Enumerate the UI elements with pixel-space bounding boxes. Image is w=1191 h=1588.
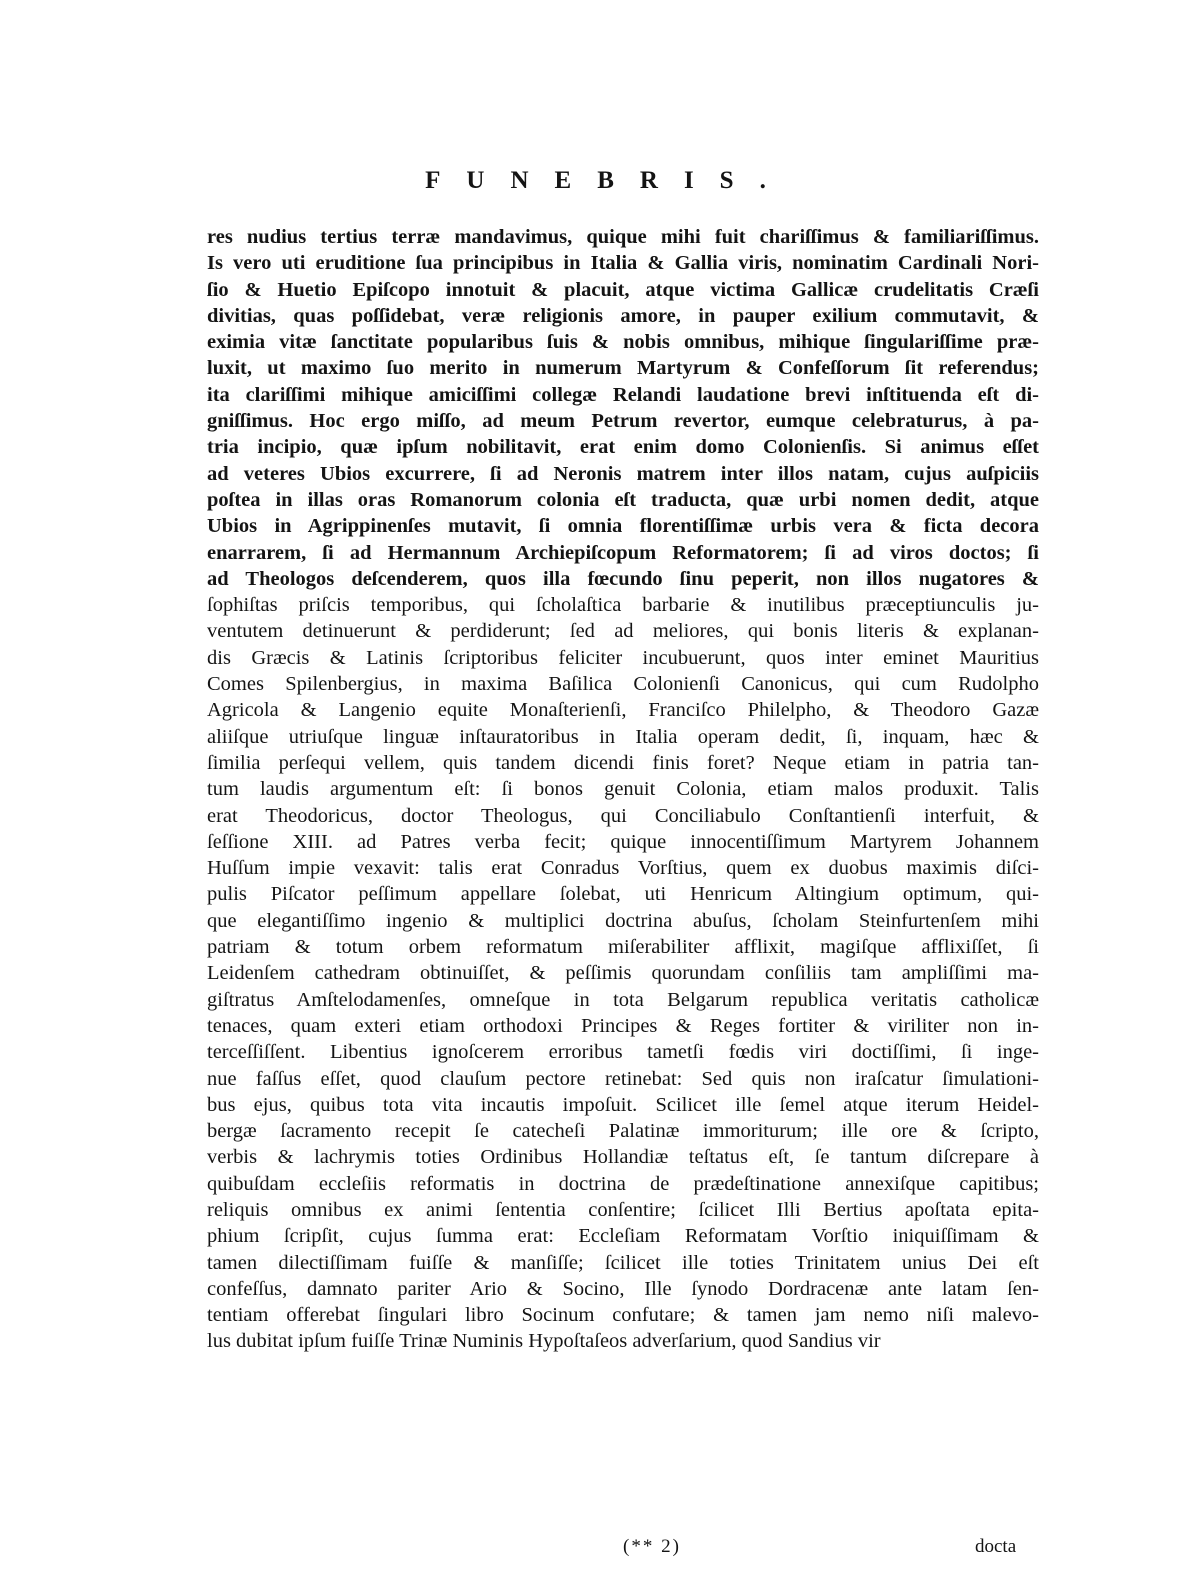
text-line: Agricola & Langenio equite Monaſterienſi, Franciſco Philelpho, & Theodoro Gazæ: [207, 699, 1039, 722]
text-line: que elegantiſſimo ingenio & multiplici doctrina abuſus, ſcholam Steinfurtenſem mihi: [207, 909, 1039, 932]
text-line: pulis Piſcator peſſimum appellare ſolebat, uti Henricum Altingium optimum, qui-: [207, 883, 1039, 906]
text-line: reliquis omnibus ex animi ſententia conſentire; ſcilicet Illi Bertius apoſtata epita-: [207, 1198, 1039, 1221]
text-line: ad Theologos deſcenderem, quos illa fœcundo ſinu peperit, non illos nugatores &: [207, 567, 1039, 590]
text-line: giſtratus Amſtelodamenſes, omneſque in tota Belgarum republica veritatis catholicæ: [207, 988, 1039, 1011]
text-line: Huſſum impie vexavit: talis erat Conradus Vorſtius, quem ex duobus maximis diſci-: [207, 857, 1039, 880]
text-line: Leidenſem cathedram obtinuiſſet, & peſſimis quorundam conſiliis tam ampliſſimi ma-: [207, 962, 1039, 985]
text-line: ſimilia perſequi vellem, quis tandem dicendi finis foret? Neque etiam in patria tan-: [207, 751, 1039, 774]
text-line: luxit, ut maximo ſuo merito in numerum Martyrum & Confeſſorum ſit referendus;: [207, 357, 1039, 380]
text-line: nue faſſus eſſet, quod clauſum pectore retinebat: Sed quis non iraſcatur ſimulationi-: [207, 1067, 1039, 1090]
catchword: docta: [975, 1536, 1017, 1557]
text-line: ſophiſtas priſcis temporibus, qui ſcholaſtica barbarie & inutilibus præceptiunculis ju-: [207, 594, 1039, 617]
text-line: tria incipio, quæ ipſum nobilitavit, erat enim domo Colonienſis. Si animus eſſet: [207, 436, 1039, 459]
running-head: FUNEBRIS.: [425, 167, 792, 194]
text-line: enarrarem, ſi ad Hermannum Archiepiſcopum Reformatorem; ſi ad viros doctos; ſi: [207, 541, 1039, 564]
text-line: dis Græcis & Latinis ſcriptoribus feliciter incubuerunt, quos inter eminet Mauritius: [207, 646, 1039, 669]
signature-mark: (** 2): [623, 1536, 681, 1557]
text-line: Is vero uti eruditione ſua principibus in Italia & Gallia viris, nominatim Cardinali Nori-: [207, 252, 1039, 275]
text-line: phium ſcripſit, cujus ſumma erat: Eccleſiam Reformatam Vorſtio iniquiſſimam &: [207, 1225, 1039, 1248]
text-line: aliiſque utriuſque linguæ inſtauratoribus in Italia operam dedit, ſi, inquam, hæc &: [207, 725, 1039, 748]
text-line: gniſſimus. Hoc ergo miſſo, ad meum Petrum revertor, eumque celebraturus, à pa-: [207, 410, 1039, 433]
text-line: divitias, quas poſſidebat, veræ religionis amore, in pauper exilium commutavit, &: [207, 304, 1039, 327]
text-line: tamen dilectiſſimam fuiſſe & manſiſſe; ſcilicet ille toties Trinitatem unius Dei eſt: [207, 1251, 1039, 1274]
text-line: ventutem detinuerunt & perdiderunt; ſed ad meliores, qui bonis literis & explanan-: [207, 620, 1039, 643]
text-line: confeſſus, damnato pariter Ario & Socino, Ille ſynodo Dordracenæ ante latam ſen-: [207, 1277, 1039, 1300]
text-line: patriam & totum orbem reformatum miſerabiliter afflixit, magiſque afflixiſſet, ſi: [207, 936, 1039, 959]
text-line: res nudius tertius terræ mandavimus, quique mihi fuit chariſſimus & familiariſſimus.: [207, 226, 1039, 248]
text-line: terceſſiſſent. Libentius ignoſcerem erroribus tametſi fœdis viri doctiſſimi, ſi inge-: [207, 1041, 1039, 1064]
text-line: verbis & lachrymis toties Ordinibus Hollandiæ teſtatus eſt, ſe tantum diſcrepare à: [207, 1146, 1039, 1169]
text-line: ſeſſione XIII. ad Patres verba fecit; quique innocentiſſimum Martyrem Johannem: [207, 830, 1039, 853]
text-line: bergæ ſacramento recepit ſe catecheſi Palatinæ immoriturum; ille ore & ſcripto,: [207, 1120, 1039, 1143]
text-line: tenaces, quam exteri etiam orthodoxi Principes & Reges fortiter & viriliter non in-: [207, 1014, 1039, 1037]
text-line: lus dubitat ipſum fuiſſe Trinæ Numinis Hypoſtaſeos adverſarium, quod Sandius vir: [207, 1330, 881, 1353]
text-line: bus ejus, quibus tota vita incautis impoſuit. Scilicet ille ſemel atque iterum Heidel-: [207, 1093, 1039, 1116]
text-line: Ubios in Agrippinenſes mutavit, ſi omnia florentiſſimæ urbis vera & ficta decora: [207, 515, 1039, 538]
text-line: Comes Spilenbergius, in maxima Baſilica Colonienſi Canonicus, qui cum Rudolpho: [207, 673, 1039, 696]
text-line: tum laudis argumentum eſt: ſi bonos genuit Colonia, etiam malos produxit. Talis: [207, 778, 1039, 801]
text-line: ſio & Huetio Epiſcopo innotuit & placuit, atque victima Gallicæ crudelitatis Cræſi: [207, 278, 1039, 301]
body-text: [207, 224, 1039, 1355]
text-line: erat Theodoricus, doctor Theologus, qui Conciliabulo Conſtantienſi interfuit, &: [207, 804, 1039, 827]
text-line: ita clariſſimi mihique amiciſſimi collegæ Relandi laudatione brevi inſtituenda eſt di-: [207, 383, 1039, 406]
text-line: poſtea in illas oras Romanorum colonia eſt traducta, quæ urbi nomen dedit, atque: [207, 488, 1039, 511]
text-line: quibuſdam eccleſiis reformatis in doctrina de prædeſtinatione annexiſque capitibus;: [207, 1172, 1039, 1195]
text-line: eximia vitæ ſanctitate popularibus ſuis & nobis omnibus, mihique ſingulariſſime præ-: [207, 331, 1039, 354]
text-line: ad veteres Ubios excurrere, ſi ad Neronis matrem inter illos natam, cujus auſpiciis: [207, 462, 1039, 485]
text-line: tentiam offerebat ſingulari libro Socinum confutare; & tamen jam nemo niſi malevo-: [207, 1304, 1039, 1327]
